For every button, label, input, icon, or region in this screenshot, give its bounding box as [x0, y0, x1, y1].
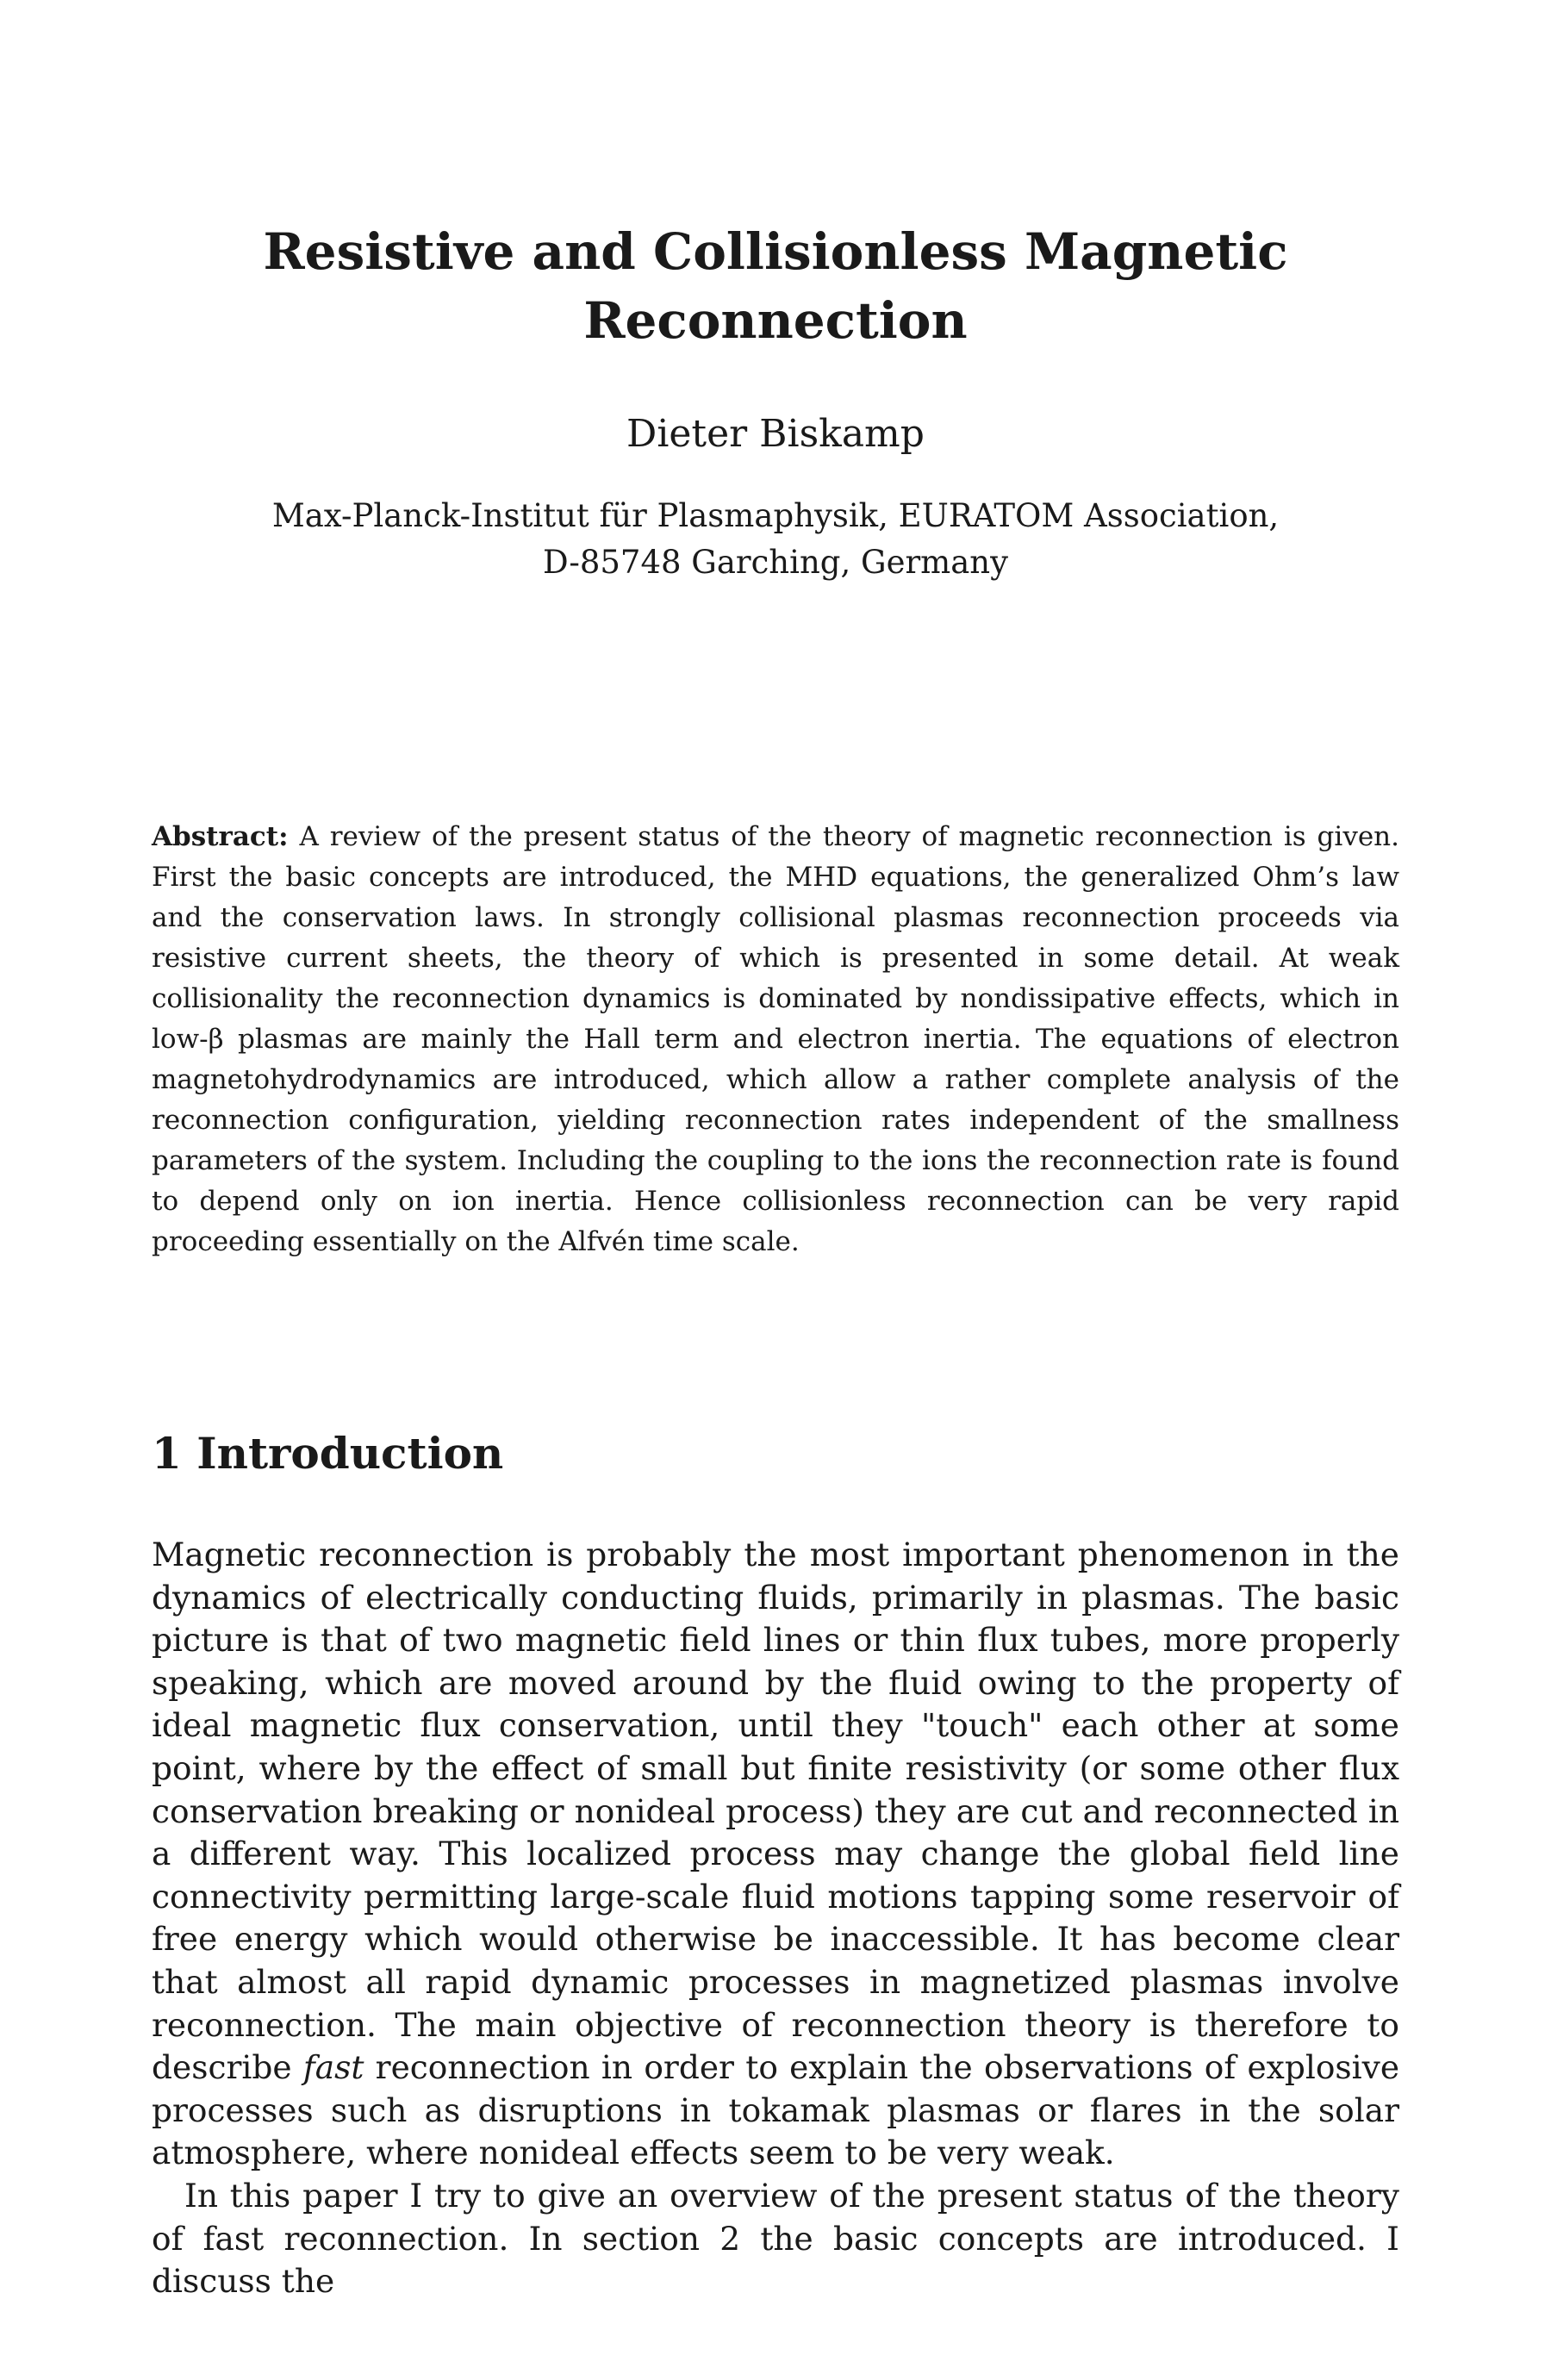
title-line-2: Reconnection	[583, 291, 968, 350]
author-name: Dieter Biskamp	[626, 412, 925, 456]
section-heading-introduction: 1 Introduction	[152, 1428, 504, 1479]
affiliation-line-1: Max-Planck-Institut für Plasmaphysik, EURATOM Association,	[271, 497, 1280, 534]
introduction-body	[152, 1534, 1399, 2303]
abstract	[152, 817, 1399, 1262]
author-affiliation	[152, 493, 1399, 586]
paper-title	[152, 217, 1399, 355]
paragraph-2: In this paper I try to give an overview of the present status of the theory of fast reconnection. In section 2 the basic concepts are introduced. I discuss the	[152, 2176, 1399, 2301]
paragraph-1-part-1: Magnetic reconnection is probably the most important phenomenon in the dynamics of electrically conducting fluids, primarily in plasmas. The basic picture is that of two magnetic field lines or thin flux tubes, more properly speaking, which are moved around by the fluid owing to the property of ideal magnetic flux conservation, until they "touch" each other at some point, where by the effect of small but finite resistivity (or some other flux conservation breaking or nonideal process) they are cut and reconnected in a different way. This localized process may change the global field line connectivity permitting large-scale fluid motions tapping some reservoir of free energy which would otherwise be inaccessible. It has become clear that almost all rapid dynamic processes in magnetized plasmas involve reconnection. The main objective of reconnection theory is therefore to describe	[152, 1536, 1399, 2087]
paragraph-1-part-2: reconnection in order to explain the observations of explosive processes such as disruptions in tokamak plasmas or flares in the solar atmosphere, where nonideal effects seem to be very weak.	[152, 2048, 1400, 2172]
emphasis-fast: fast	[302, 2048, 364, 2087]
abstract-label: Abstract:	[152, 821, 289, 852]
abstract-text: A review of the present status of the theory of magnetic reconnection is given. First the basic concepts are introduced, the MHD equations, the generalized Ohm’s law and the conservation laws. In strongly collisional plasmas reconnection proceeds via resistive current sheets, the theory of which is presented in some detail. At weak collisionality the reconnection dynamics is dominated by nondissipative effects, which in low-β plasmas are mainly the Hall term and electron inertia. The equations of electron magnetohydrodynamics are introduced, which allow a rather complete analysis of the reconnection configuration, yielding reconnection rates independent of the smallness parameters of the system. Including the coupling to the ions the reconnection rate is found to depend only on ion inertia. Hence collisionless reconnection can be very rapid proceeding essentially on the Alfvén time scale.	[152, 821, 1399, 1257]
title-line-1: Resistive and Collisionless Magnetic	[263, 222, 1288, 281]
paragraph-1	[152, 1534, 1399, 2175]
affiliation-line-2: D-85748 Garching, Germany	[542, 544, 1009, 581]
